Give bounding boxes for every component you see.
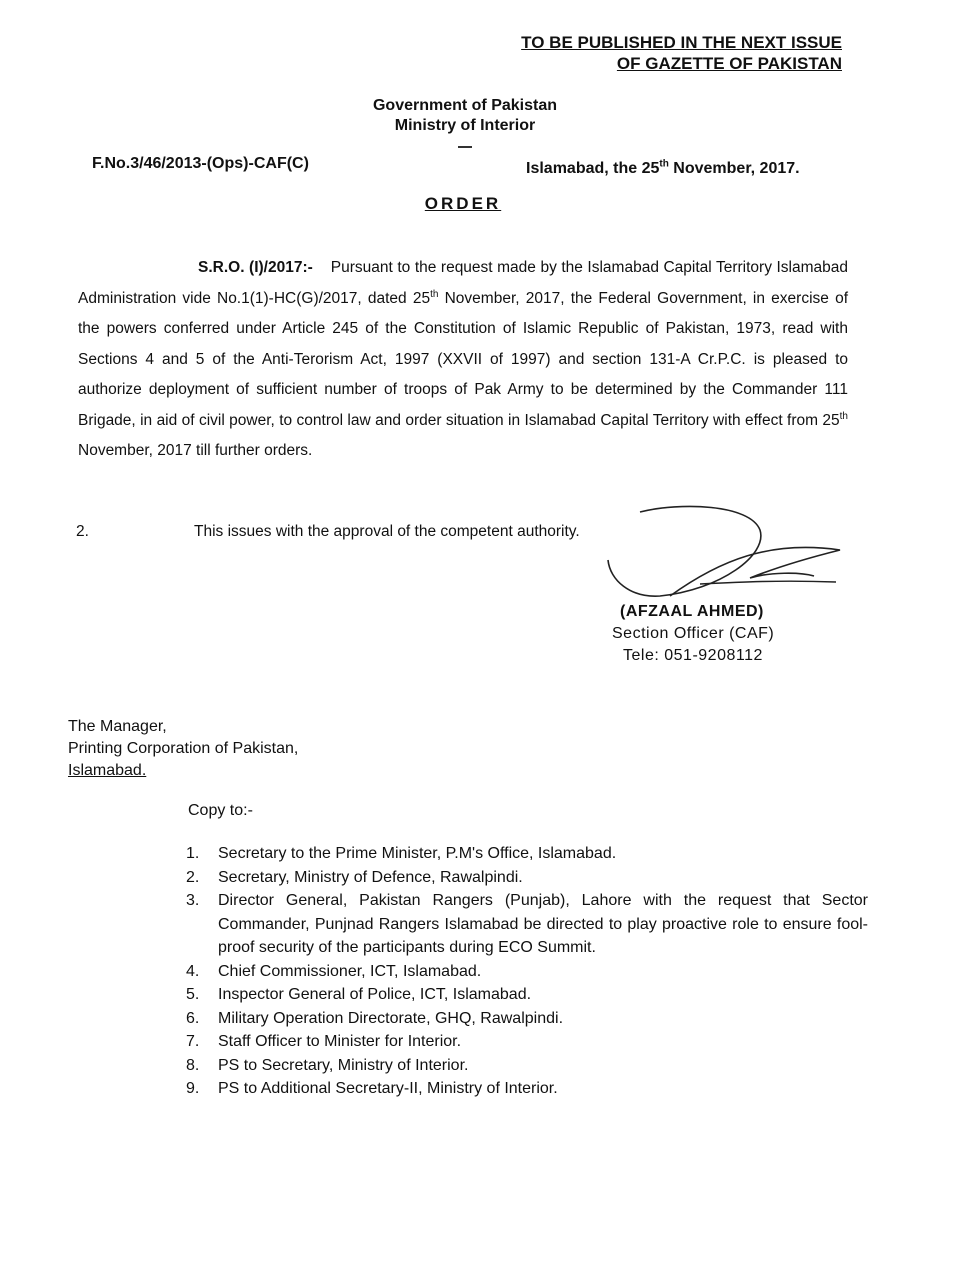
publish-notice-line1: TO BE PUBLISHED IN THE NEXT ISSUE (521, 33, 842, 52)
list-item-number: 6. (186, 1009, 200, 1027)
list-item (178, 1054, 868, 1078)
signatory-telephone: Tele: 051-9208112 (623, 647, 763, 664)
paragraph-1-part-b: November, 2017, the Federal Government, in exercise of the powers conferred under Article 245 of the Constitution of Islamic Republic of Pakistan, 1973, read with Sections 4 and 5 of the Anti-Terorism Act, 1997 (XXVII of 1997) and section 131-A Cr.P.C. is pleased to authorize deployment of sufficient number of troops of Pak Army to be determined by the Commander 111 Brigade, in aid of civil power, to control law and order situation in Islamabad Capital Territory with effect from 25 (78, 289, 848, 429)
sro-number: S.R.O. (I)/2017:- (198, 259, 313, 276)
copy-to-heading: Copy to:- (188, 802, 253, 819)
file-number: F.No.3/46/2013-(Ops)-CAF(C) (92, 155, 309, 172)
list-item-number: 5. (186, 986, 200, 1003)
list-item (178, 983, 868, 1007)
issuing-authority (0, 96, 930, 136)
list-item-number: 7. (186, 1033, 200, 1050)
issue-date-sup: th (659, 158, 669, 170)
addressee-block (68, 716, 298, 782)
addressee-line1: The Manager, (68, 718, 167, 735)
list-item-text: Secretary, Ministry of Defence, Rawalpindi. (218, 868, 523, 886)
list-item-number: 9. (186, 1080, 200, 1097)
list-item-text: Secretary to the Prime Minister, P.M's Office, Islamabad. (218, 845, 617, 862)
list-item (178, 1007, 868, 1031)
list-item-text: Director General, Pakistan Rangers (Punjab), Lahore with the request that Sector Commander, Punjnad Rangers Islamabad be directed to play proactive role to ensure fool-proof security of the participants during ECO Summit. (218, 892, 868, 956)
document-title: ORDER (424, 194, 502, 213)
issue-date (526, 160, 800, 178)
list-item-number: 8. (186, 1056, 200, 1074)
issue-date-prefix: Islamabad, the 25 (526, 160, 660, 177)
list-item-number: 2. (186, 868, 200, 886)
signatory-name: (AFZAAL AHMED) (620, 603, 764, 620)
list-item-text: Staff Officer to Minister for Interior. (218, 1033, 462, 1050)
publish-notice (521, 32, 842, 74)
handwritten-signature (600, 500, 860, 610)
list-item-text: PS to Additional Secretary-II, Ministry of Interior. (218, 1080, 558, 1097)
ministry-name: Ministry of Interior (394, 117, 536, 134)
list-item-text: Chief Commissioner, ICT, Islamabad. (218, 962, 482, 980)
list-item (178, 842, 868, 866)
paragraph-1-sup-1: th (430, 288, 439, 300)
order-paragraph-1 (78, 253, 848, 467)
government-name: Government of Pakistan (372, 97, 558, 114)
list-item-text: PS to Secretary, Ministry of Interior. (218, 1056, 469, 1074)
paragraph-1-part-a: Pursuant to the request made by the Islamabad Capital Territory Islamabad Administration vide No.1(1)-HC(G)/2017, dated 25 (78, 259, 849, 307)
signatory-designation: Section Officer (CAF) (612, 625, 775, 642)
list-item (178, 1077, 868, 1101)
addressee-line2: Printing Corporation of Pakistan, (68, 740, 299, 757)
list-item-text: Inspector General of Police, ICT, Islamabad. (218, 986, 532, 1003)
paragraph-1-sup-2: th (839, 410, 848, 422)
paragraph-2-text: This issues with the approval of the competent authority. (194, 523, 580, 540)
list-item (178, 1030, 868, 1054)
list-item-number: 1. (186, 845, 200, 862)
issue-date-suffix: November, 2017. (668, 160, 800, 177)
list-item (178, 866, 868, 890)
list-item (178, 889, 868, 960)
addressee-line3: Islamabad. (68, 762, 147, 779)
copy-to-list (178, 842, 868, 1101)
list-item (178, 960, 868, 984)
list-item-text: Military Operation Directorate, GHQ, Rawalpindi. (218, 1009, 564, 1027)
paragraph-1-part-c: November, 2017 till further orders. (78, 442, 313, 459)
paragraph-2-number: 2. (76, 523, 89, 540)
list-item-number: 4. (186, 962, 200, 980)
publish-notice-line2: OF GAZETTE OF PAKISTAN (616, 54, 842, 73)
header-divider (458, 146, 472, 148)
list-item-number: 3. (186, 892, 200, 909)
